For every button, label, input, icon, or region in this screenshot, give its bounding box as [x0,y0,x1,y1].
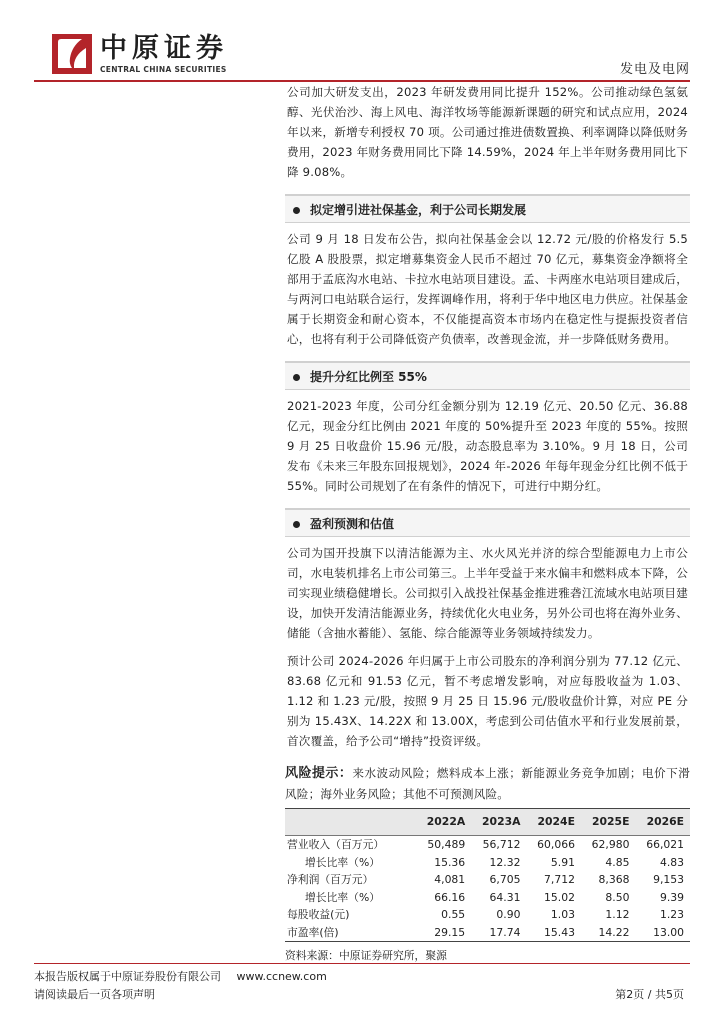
report-body [285,82,690,966]
page-header [0,0,724,84]
table-cell: 29.15 [416,924,471,942]
risk-text: 来水波动风险；燃料成本上涨；新能源业务竞争加剧；电价下滑风险；海外业务风险；其他不可预测风险。 [285,766,690,801]
row-label: 每股收益(元) [287,908,350,921]
table-cell: 66.16 [434,890,466,904]
row-label: 增长比率（%） [305,855,381,869]
table-cell: 14.22 [581,924,636,942]
table-cell: 1.12 [605,908,630,921]
table-cell: 60,066 [537,838,575,851]
table-cell: 0.90 [496,908,521,921]
table-cell: 5.91 [550,855,575,869]
paragraph-forecast: 预计公司 2024-2026 年归属于上市公司股东的净利润分别为 77.12 亿元、83.68 亿元和 91.53 亿元，暂不考虑增发影响，对应每股收益为 1.03、1.12 和 1.23 元/股，按照 9 月 25 日 15.96 元/股收盘价计算，对应 PE 分别为 15.43X、14.22X 和 13.00X，考虑到公司估值水平和行业发展前景，首次覆盖，给予公司“增持”投资评级。 [287,654,688,748]
table-cell: 13.00 [635,924,690,942]
logo-chinese-name: 中原证券 [100,33,228,64]
footer-divider [34,963,690,964]
table-cell: 4.83 [659,855,684,869]
table-cell: 15.43 [526,924,581,942]
table-cell: 62,980 [591,838,630,851]
table-cell: 15.36 [434,855,466,869]
row-label: 增长比率（%） [305,890,381,904]
paragraph-dividend: 2021-2023 年度，公司分红金额分别为 12.19 亿元、20.50 亿元、36.88 亿元，现金分红比例由 2021 年度的 50%提升至 2023 年度的 55%。按照 9 月 25 日收盘价 15.96 元/股，动态股息率为 3.10%。9 月 18 日，公司发布《未来三年股东回报规划》，2024 年-2026 年每年现金分红比例不低于 55%。同时公司规划了在有条件的情况下，可进行中期分红。 [287,399,688,493]
table-row [285,906,690,924]
table-row [285,924,690,942]
table-cell: 56,712 [482,838,521,851]
table-row [285,836,690,854]
section-heading [285,508,690,537]
section-heading [285,361,690,390]
table-cell: 6,705 [489,873,521,886]
footer-website-link[interactable]: www.ccnew.com [236,970,327,983]
paragraph-private-placement: 公司 9 月 18 日发布公告，拟向社保基金会以 12.72 元/股的价格发行 5.5 亿股 A 股股票，拟定增募集资金人民币不超过 70 亿元，募集资金净额将全部用于孟底沟水电站、卡拉水电站项目建设。孟、卡两座水电站项目建成后，与两河口电站联合运行，发挥调峰作用，将利于华中地区电力供应。社保基金属于长期资金和耐心资本，不仅能提高资本市场内在稳定性与提振投资者信心，也将有利于公司降低资产负债率，改善现金流，并一步降低财务费用。 [287,232,688,346]
footer-copyright: 本报告版权属于中原证券股份有限公司 [34,970,221,983]
bullet-icon [293,207,300,214]
table-header-cell: 2024E [526,809,581,836]
table-header-row [285,809,690,836]
table-row [285,854,690,872]
table-cell: 1.23 [659,908,684,921]
table-cell: 12.32 [489,855,521,869]
section-title: 盈利预测和估值 [310,517,395,531]
table-cell: 50,489 [427,838,466,851]
table-header-cell: 2023A [471,809,526,836]
sector-label: 发电及电网 [619,62,690,77]
row-label: 净利润（百万元） [287,873,374,886]
table-cell: 9.39 [659,890,684,904]
company-logo [52,34,228,74]
table-cell: 8.50 [605,890,630,904]
table-cell: 17.74 [471,924,526,942]
table-cell: 0.55 [441,908,466,921]
table-cell: 66,021 [646,838,684,851]
financial-forecast-table [285,808,690,942]
paragraph-rd-finance: 公司加大研发支出，2023 年研发费用同比提升 152%。公司推动绿色氢氨醇、光伏治沙、海上风电、海洋牧场等能源新课题的研究和试点应用，2024 年以来，新增专利授权 70 项。公司通过推进债数置换、利率调降以降低财务费用，2023 年财务费用同比下降 14.59%，2024 年上半年财务费用同比下降 9.08%。 [287,85,688,179]
table-cell: 4.85 [605,855,630,869]
page-number: 第2页 / 共5页 [615,988,684,1001]
table-cell: 1.03 [550,908,575,921]
footer-disclaimer: 请阅读最后一页各项声明 [34,988,155,1001]
section-title: 拟定增引进社保基金，利于公司长期发展 [310,203,527,217]
table-header-cell: 2022A [416,809,471,836]
row-label: 营业收入（百万元） [287,838,385,851]
table-header-cell: 2026E [635,809,690,836]
table-header-cell [285,809,416,836]
bullet-icon [293,521,300,528]
table-row [285,871,690,889]
table-source: 资料来源：中原证券研究所，聚源 [285,949,447,962]
logo-english-name: CENTRAL CHINA SECURITIES [100,65,227,74]
section-heading [285,194,690,223]
table-cell: 64.31 [489,890,521,904]
table-cell: 8,368 [598,873,630,886]
table-cell: 15.02 [544,890,575,904]
paragraph-company-profile: 公司为国开投旗下以清洁能源为主、水火风光并济的综合型能源电力上市公司，水电装机排名上市公司第三。上半年受益于来水偏丰和燃料成本下降，公司实现业绩稳健增长。公司拟引入战投社保基金推进雅砻江流域水电站项目建设，加快开发清洁能源业务，持续优化火电业务，另外公司也将在海外业务、储能（含抽水蓄能）、氢能、综合能源等业务领域持续发力。 [287,546,688,640]
table-cell: 4,081 [434,873,466,886]
row-label: 市盈率(倍) [285,924,416,942]
page-footer [34,968,327,1004]
risk-label: 风险提示： [285,766,353,781]
table-row [285,889,690,907]
bullet-icon [293,374,300,381]
risk-warning [285,763,690,804]
section-title: 提升分红比例至 55% [310,370,427,384]
table-header-cell: 2025E [581,809,636,836]
table-cell: 9,153 [653,873,684,886]
table-cell: 7,712 [544,873,575,886]
logo-mark-icon [52,34,92,74]
